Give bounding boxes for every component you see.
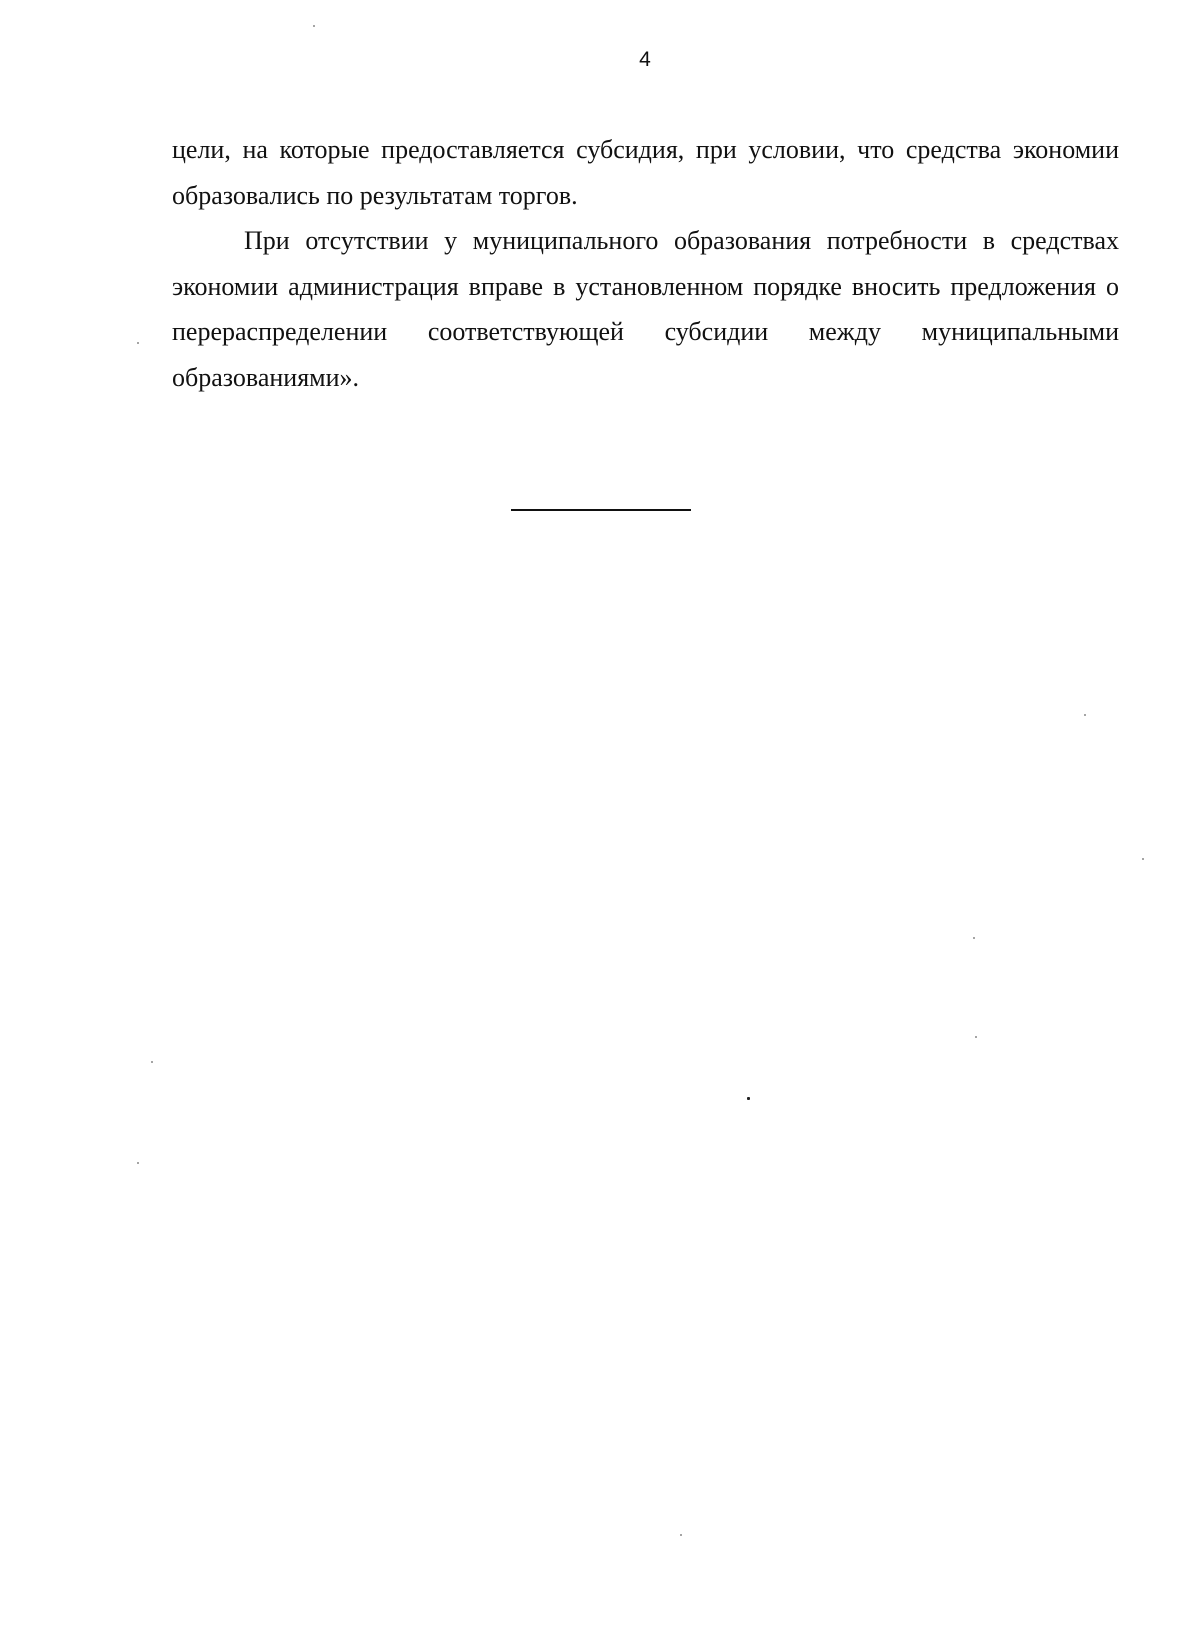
end-of-document-rule: [511, 509, 691, 511]
scan-speck: [1084, 714, 1086, 716]
page-number: 4: [639, 48, 651, 71]
scan-speck: [975, 1036, 977, 1038]
scan-speck: [747, 1097, 750, 1100]
scan-speck: [137, 342, 139, 344]
scan-speck: [1142, 858, 1144, 860]
scan-speck: [973, 937, 975, 939]
scan-speck: [151, 1061, 153, 1063]
scan-speck: [313, 25, 315, 27]
paragraph-savings-redistribution: При отсутствии у муниципального образования потребности в средствах экономии администрация вправе в установленном порядке вносить предложения о перераспределении соответствующей субсидии между муниципальными образованиями».: [172, 226, 1119, 392]
scan-speck: [137, 1162, 139, 1164]
paragraph-continuation: цели, на которые предоставляется субсидия, при условии, что средства экономии образовались по результатам торгов.: [172, 135, 1119, 210]
body-text: [172, 127, 1119, 400]
scan-speck: [680, 1534, 682, 1536]
